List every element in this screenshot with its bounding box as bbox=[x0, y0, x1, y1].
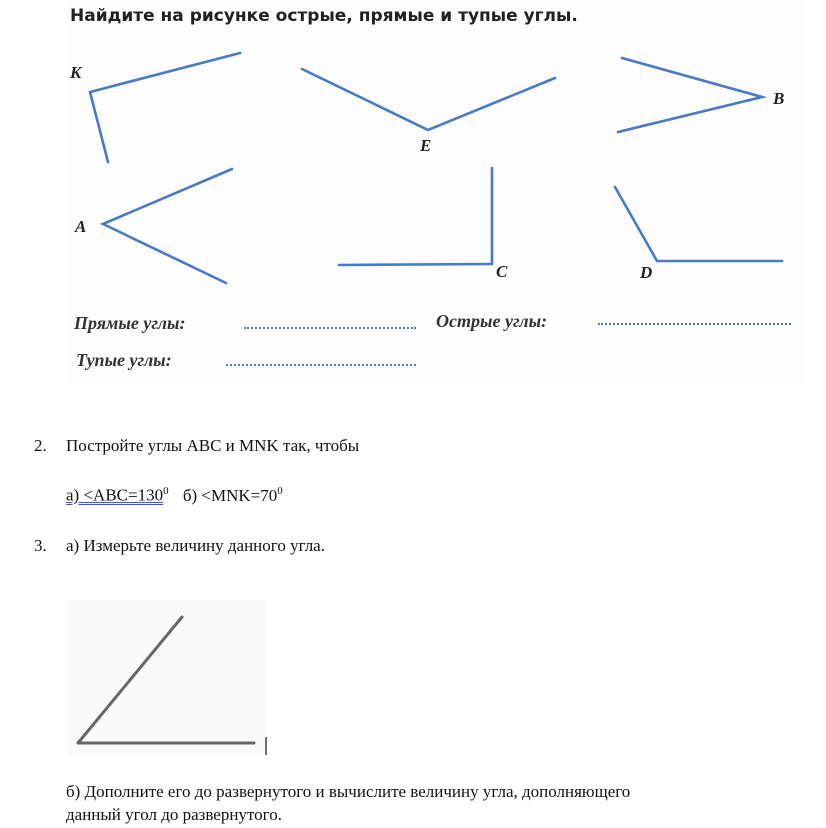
exercise-2-parts bbox=[66, 485, 283, 506]
angle-b bbox=[618, 58, 762, 132]
angle-d bbox=[615, 187, 782, 261]
angle-c bbox=[339, 168, 492, 265]
angle-ray-upper bbox=[78, 617, 182, 743]
exercise-3-number: 3. bbox=[34, 536, 47, 555]
point-label-b: B bbox=[773, 89, 785, 108]
part-b-degree: 0 bbox=[277, 485, 283, 497]
part-b-text: б) <MNK=70 bbox=[182, 485, 278, 505]
exercise-2-number: 2. bbox=[34, 436, 47, 455]
obtuse-angles-label: Тупые углы: bbox=[76, 350, 172, 370]
point-label-e: E bbox=[420, 136, 432, 155]
angle-k bbox=[90, 53, 240, 162]
part-a-text: а) <ABC=130 bbox=[66, 485, 164, 505]
exercise-3-text-b-line1: б) Дополните его до развернутого и вычислите величину угла, дополняющего bbox=[66, 782, 631, 801]
point-label-d: D bbox=[640, 263, 653, 282]
acute-angles-label: Острые углы: bbox=[436, 311, 548, 331]
exercise-2-text: Постройте углы ABC и MNK так, чтобы bbox=[66, 436, 360, 455]
point-label-a: A bbox=[75, 217, 87, 236]
measure-angle-drawing bbox=[0, 590, 300, 770]
exercise-3-text-b-line2: данный угол до развернутого. bbox=[66, 805, 282, 824]
part-a-degree: 0 bbox=[163, 485, 169, 497]
obtuse-angles-answer-line[interactable] bbox=[226, 364, 416, 366]
right-angles-label: Прямые углы: bbox=[74, 313, 186, 333]
angle-a bbox=[103, 169, 232, 283]
exercise-3-text-a: а) Измерьте величину данного угла. bbox=[66, 536, 325, 555]
angle-e bbox=[302, 69, 555, 130]
point-label-c: C bbox=[496, 262, 508, 281]
right-angles-answer-line[interactable] bbox=[244, 327, 416, 329]
point-label-k: K bbox=[70, 63, 82, 82]
exercise-1-title: Найдите на рисунке острые, прямые и тупые углы. bbox=[70, 6, 578, 26]
acute-angles-answer-line[interactable] bbox=[598, 323, 791, 325]
